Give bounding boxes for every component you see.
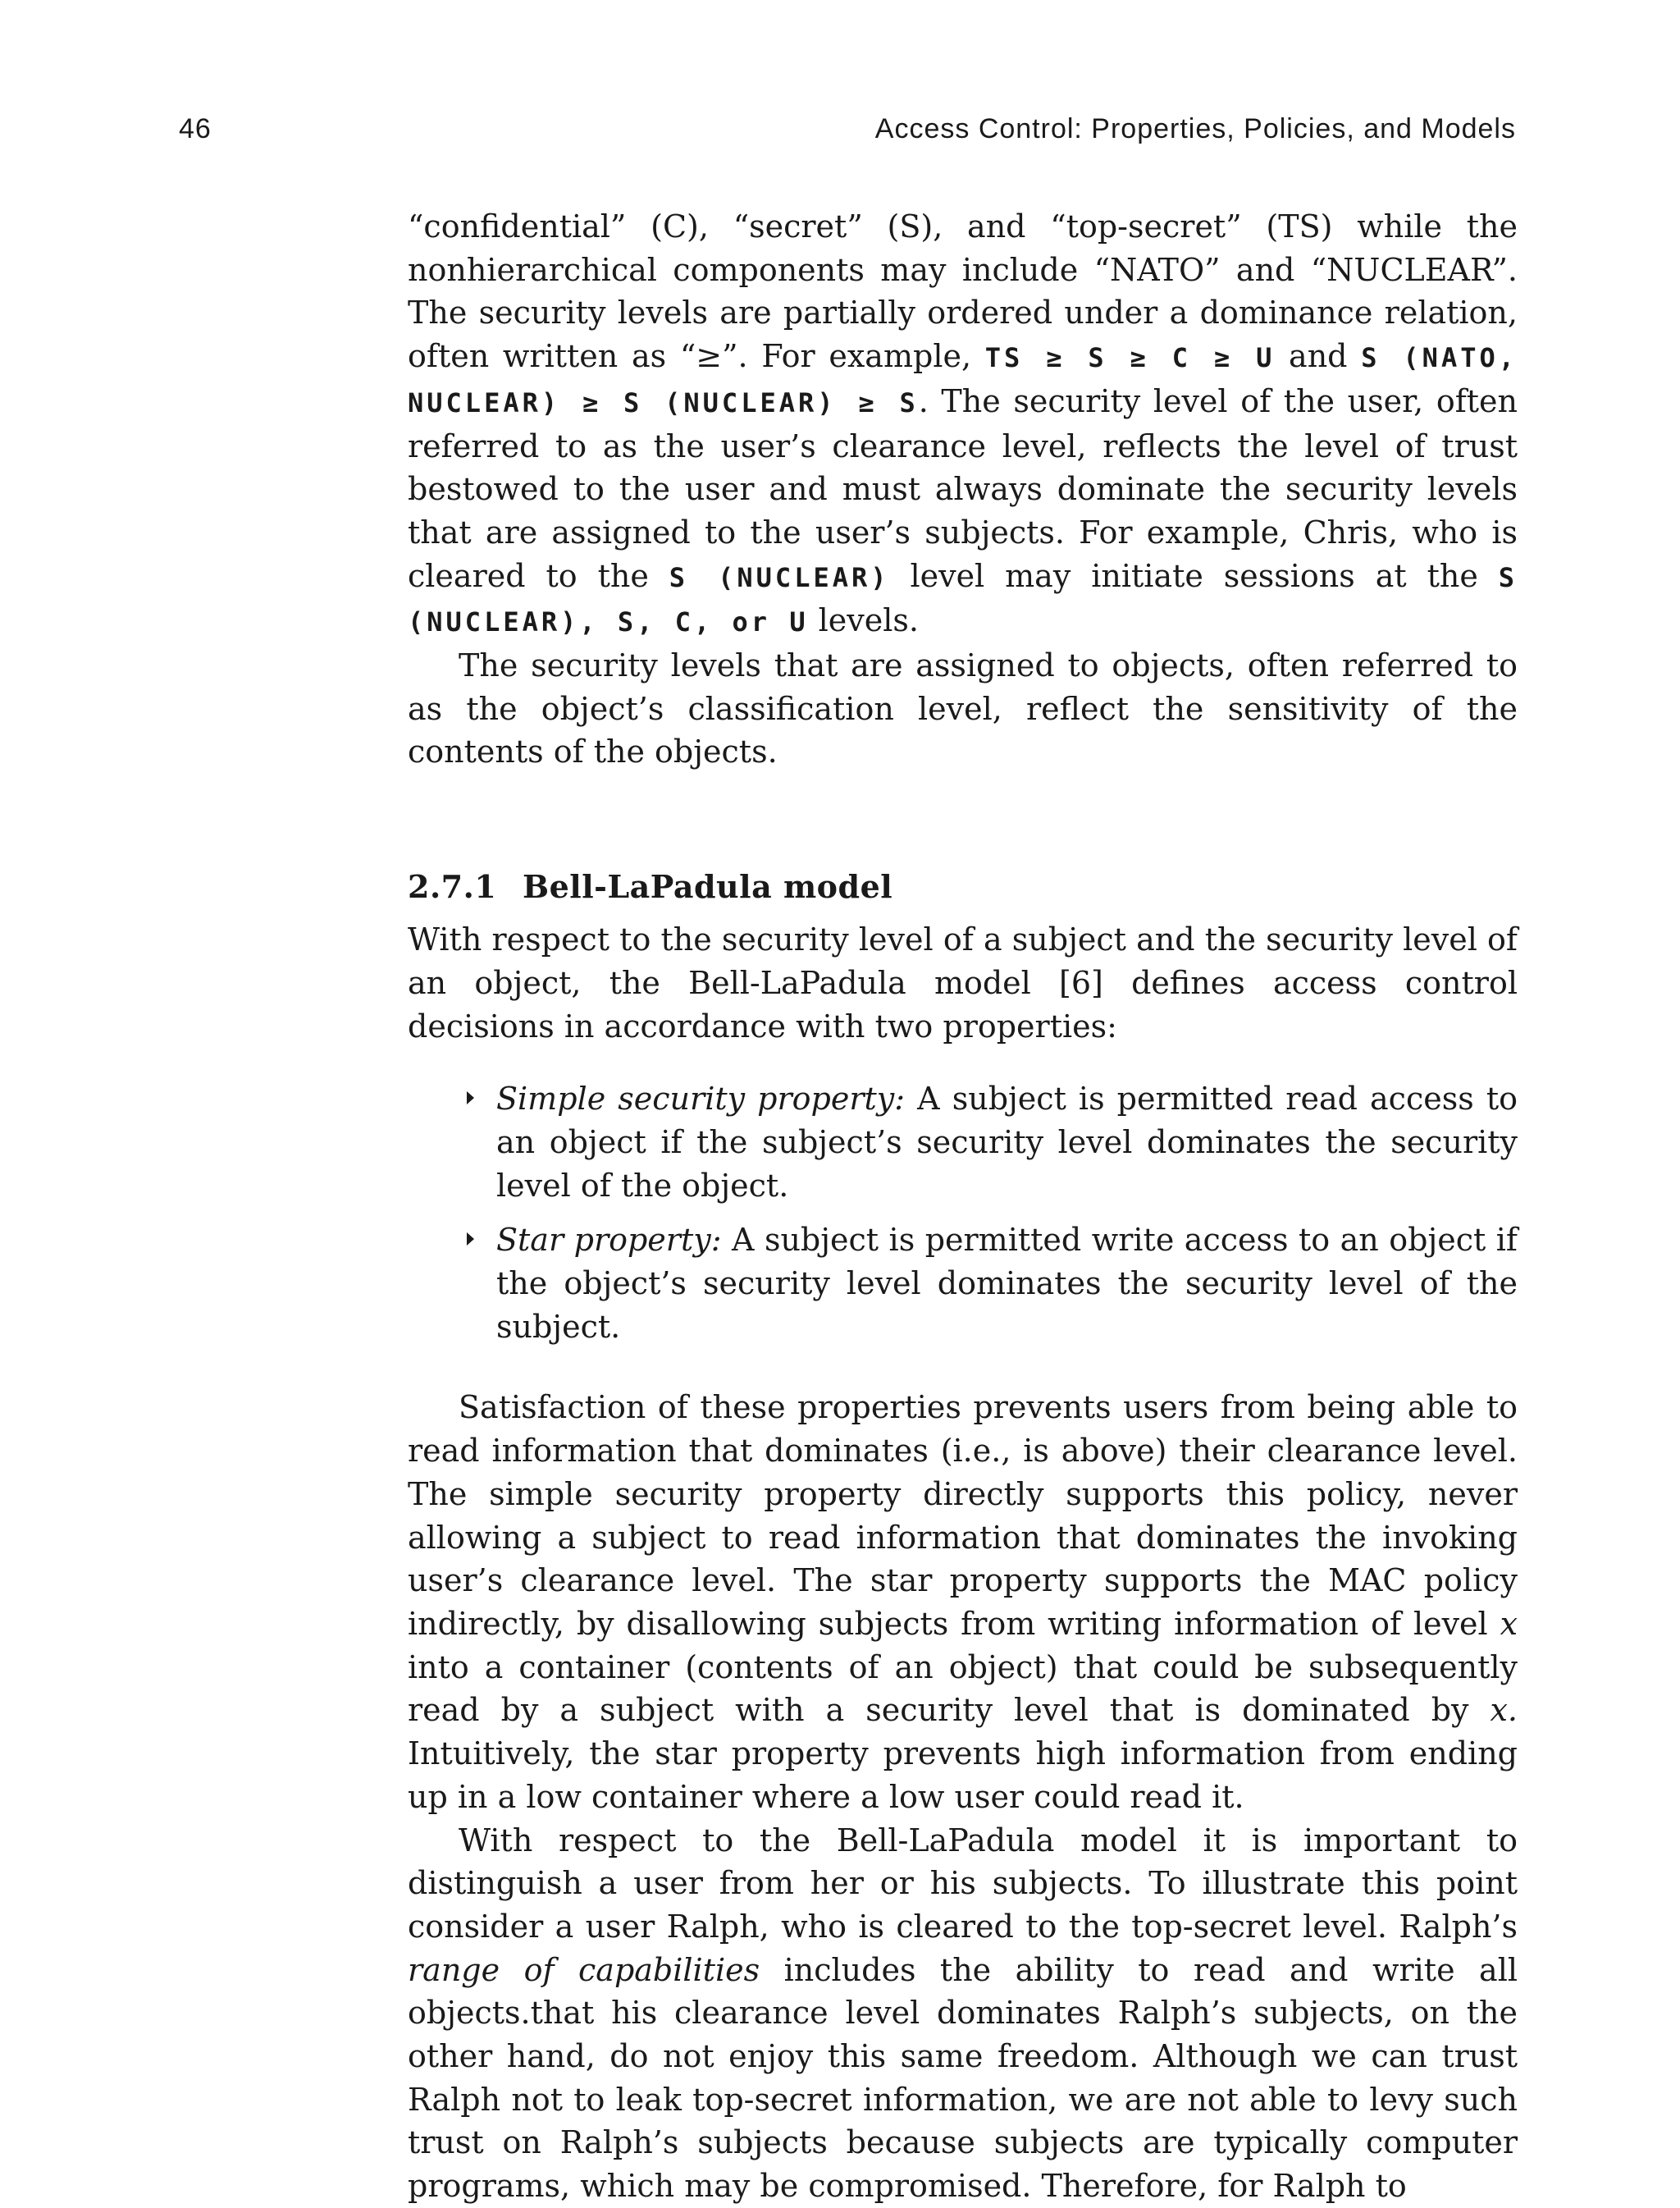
code-session-levels: S (NUCLEAR), S, C, or U <box>408 561 1518 638</box>
paragraph-security-levels: “confidential” (C), “secret” (S), and “top-secret” (TS) while the nonhierarchical components may include “NATO” and “NUCLEAR”. The security levels are partially ordered under a dominance relation, often written as “≥”. For example, TS ≥ S ≥ C ≥ U and S (NATO, NUCLEAR) ≥ S (NUCLEAR) ≥ S. The security level of the user, often referred to as the user’s clearance level, reflects the level of trust bestowed to the user and must always dominate the security levels that are assigned to the user’s subjects. For example, Chris, who is cleared to the S (NUCLEAR) level may initiate sessions at the S (NUCLEAR), S, C, or U levels. <box>408 208 1518 639</box>
list-item: Star property: A subject is permitted write access to an object if the object’s security level dominates the security level of the subject. <box>408 1218 1518 1348</box>
property-term: Star property: <box>496 1222 722 1259</box>
page-number: 46 <box>179 113 212 144</box>
paragraph-satisfaction: Satisfaction of these properties prevents users from being able to read information that dominates (i.e., is above) their clearance level. The simple security property directly supports this policy, never allowing a subject to read information that dominates the invoking user’s clearance level. The star property supports the MAC policy indirectly, by disallowing subjects from writing information of level x into a container (contents of an object) that could be subsequently read by a subject with a security level that is dominated by x. Intuitively, the star property prevents high information from ending up in a low container where a low user could read it. <box>408 1389 1518 1815</box>
bullet-triangle-icon <box>467 1091 474 1104</box>
paragraph-classification-level: The security levels that are assigned to objects, often referred to as the object’s classification level, reflect the sensitivity of the contents of the objects. <box>408 647 1518 770</box>
section-number: 2.7.1 <box>408 868 497 906</box>
section-heading <box>408 866 1518 908</box>
bullet-triangle-icon <box>467 1232 474 1246</box>
code-dominance-example-1: TS ≥ S ≥ C ≥ U <box>984 342 1276 374</box>
list-item: Simple security property: A subject is permitted read access to an object if the subject’s security level dominates the security level of the object. <box>408 1077 1518 1207</box>
section-title: Bell-LaPadula model <box>523 868 893 906</box>
code-chris-clearance: S (NUCLEAR) <box>669 561 890 593</box>
property-term: Simple security property: <box>496 1081 906 1118</box>
code-dominance-example-2: S (NATO, NUCLEAR) ≥ S (NUCLEAR) ≥ S <box>408 342 1518 418</box>
paragraph-ralph-example: With respect to the Bell-LaPadula model it is important to distinguish a user from her or his subjects. To illustrate this point consider a user Ralph, who is cleared to the top-secret level. Ralph’s range of capabilities includes the ability to read and write all objects.that his clearance level dominates Ralph’s subjects, on the other hand, do not enjoy this same freedom. Although we can trust Ralph not to leak top-secret information, we are not able to levy such trust on Ralph’s subjects because subjects are typically computer programs, which may be compromised. Therefore, for Ralph to <box>408 1822 1518 2205</box>
running-title: Access Control: Properties, Policies, and Models <box>874 113 1516 144</box>
page-header <box>179 113 1516 156</box>
body-text <box>408 205 1518 2208</box>
property-list <box>408 1077 1518 1348</box>
paragraph-blp-intro: With respect to the security level of a subject and the security level of an object, the Bell-LaPadula model [6] defines access control decisions in accordance with two properties: <box>408 921 1518 1045</box>
